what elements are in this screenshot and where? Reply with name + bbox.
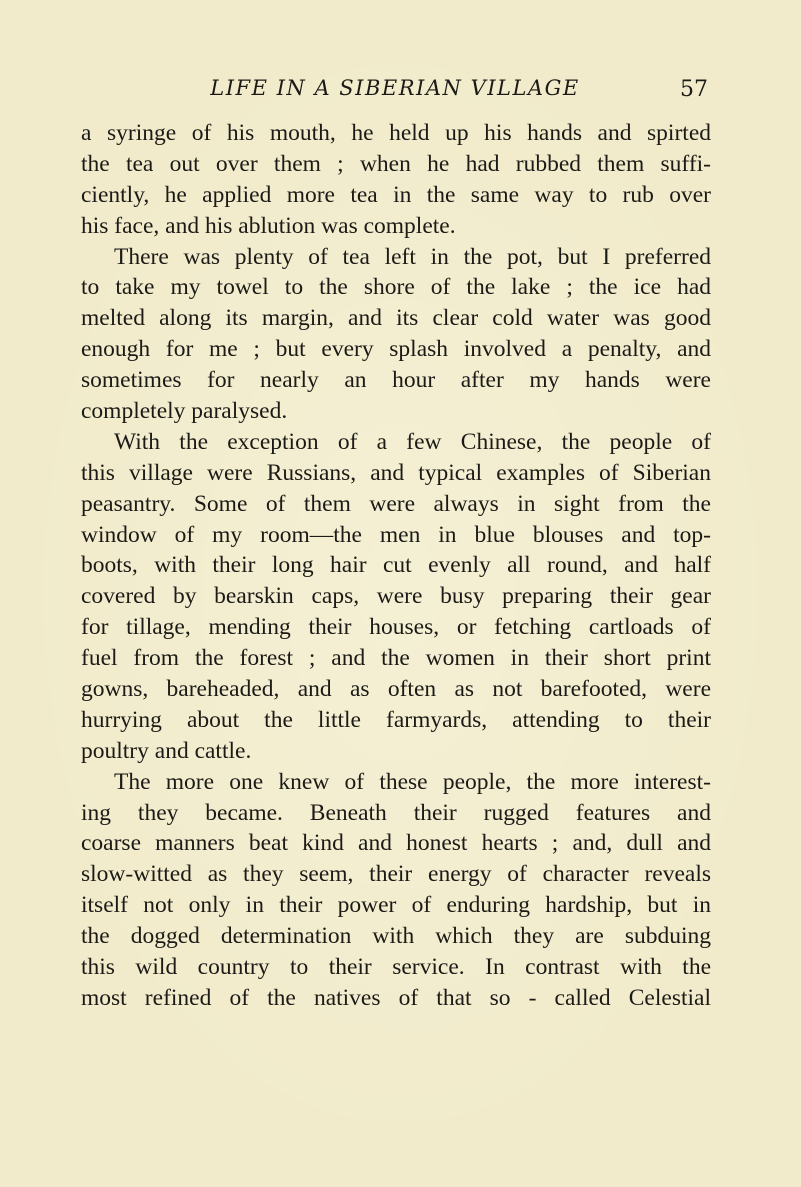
text-line: covered by bearskin caps, were busy preparing their gear <box>81 583 711 610</box>
running-head <box>0 73 801 109</box>
text-line: the tea out over them ; when he had rubbed them suffi- <box>81 150 711 177</box>
text-line: his face, and his ablution was complete. <box>81 212 456 239</box>
text-line: for tillage, mending their houses, or fetching cartloads of <box>81 614 711 641</box>
text-line: this village were Russians, and typical examples of Siberian <box>81 459 711 486</box>
text-line: itself not only in their power of enduring hardship, but in <box>81 892 711 919</box>
text-line: the dogged determination with which they are subduing <box>81 923 711 950</box>
body-text <box>81 118 711 1014</box>
text-line: fuel from the forest ; and the women in their short print <box>81 645 711 672</box>
text-line: coarse manners beat kind and honest hearts ; and, dull and <box>81 830 711 857</box>
paragraph-first-line: With the exception of a few Chinese, the people of <box>114 428 711 455</box>
text-line: this wild country to their service. In contrast with the <box>81 954 711 981</box>
text-line: melted along its margin, and its clear cold water was good <box>81 305 711 332</box>
text-line: hurrying about the little farmyards, attending to their <box>81 706 711 733</box>
paragraph-first-line: There was plenty of tea left in the pot, but I preferred <box>114 243 711 270</box>
text-line: slow-witted as they seem, their energy of character reveals <box>81 861 711 888</box>
text-line: window of my room—the men in blue blouses and top- <box>81 521 711 548</box>
text-line: to take my towel to the shore of the lake ; the ice had <box>81 274 711 301</box>
running-title: LIFE IN A SIBERIAN VILLAGE <box>210 76 580 100</box>
text-line: completely paralysed. <box>81 398 288 425</box>
text-line: ciently, he applied more tea in the same way to rub over <box>81 181 711 208</box>
text-line: peasantry. Some of them were always in sight from the <box>81 490 711 517</box>
text-line: ing they became. Beneath their rugged features and <box>81 799 711 826</box>
text-line: sometimes for nearly an hour after my hands were <box>81 367 711 394</box>
text-line: most refined of the natives of that so - called Celestial <box>81 984 711 1011</box>
text-line: a syringe of his mouth, he held up his hands and spirted <box>81 120 711 146</box>
text-line: enough for me ; but every splash involved a penalty, and <box>81 336 711 363</box>
page-number: 57 <box>680 77 708 102</box>
paragraph-first-line: The more one knew of these people, the more interest- <box>114 768 711 795</box>
text-line: gowns, bareheaded, and as often as not barefooted, were <box>81 676 711 703</box>
text-line: poultry and cattle. <box>81 737 252 764</box>
text-line: boots, with their long hair cut evenly all round, and half <box>81 552 711 579</box>
